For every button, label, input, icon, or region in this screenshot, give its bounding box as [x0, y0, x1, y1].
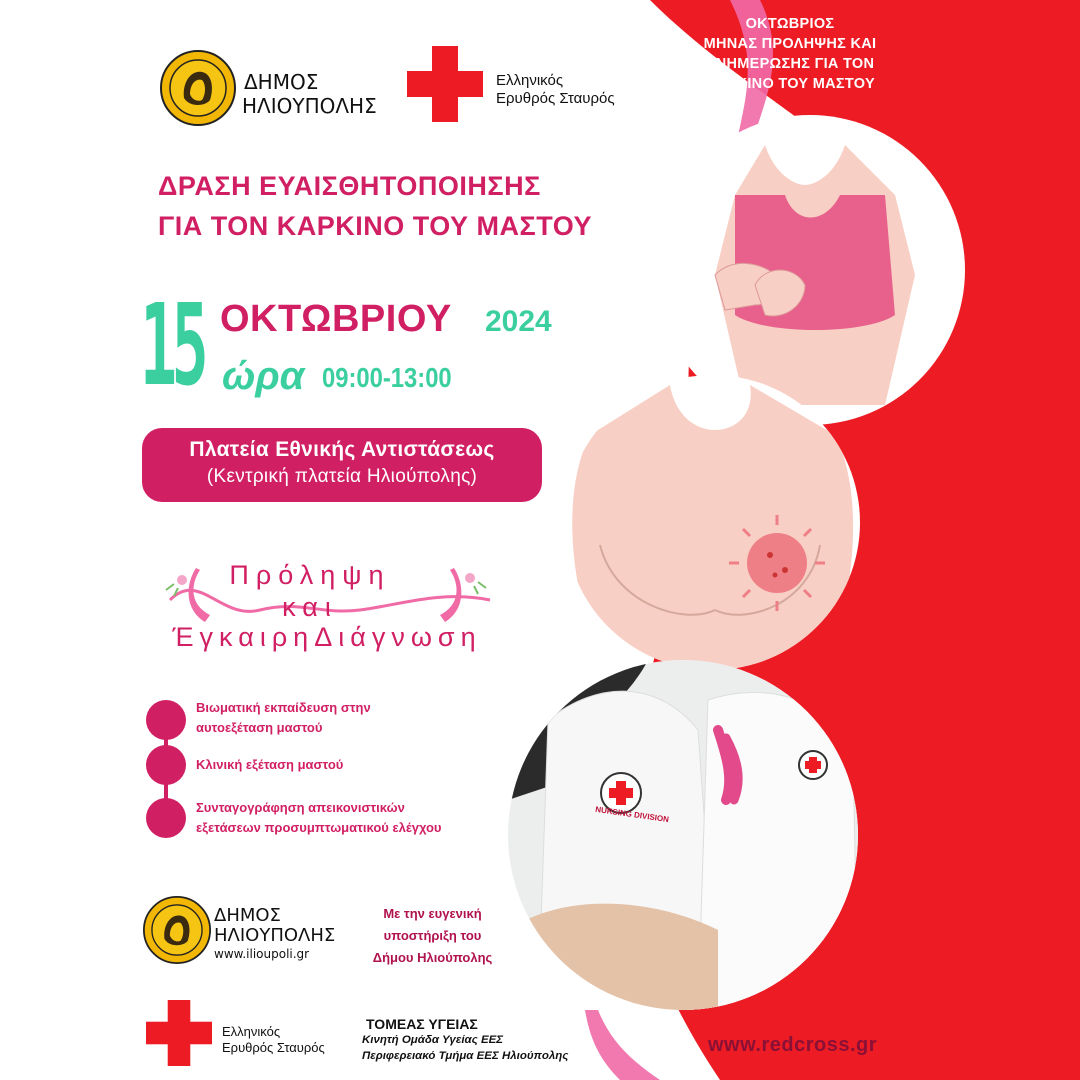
service-line: Κλινική εξέταση μαστού — [196, 757, 344, 772]
red-cross-name-bottom — [222, 1024, 325, 1056]
support-line2: υποστήριξη του — [383, 928, 482, 943]
step-dot — [146, 798, 186, 838]
municipality-seal-logo-bottom — [143, 896, 211, 964]
service-line: αυτοεξέταση μαστού — [196, 720, 323, 735]
slogan-line2: και — [282, 592, 338, 622]
support-line3: Δήμου Ηλιούπολης — [372, 950, 493, 965]
slogan-line3: ΈγκαιρηΔιάγνωση — [172, 622, 482, 652]
event-location — [142, 428, 542, 502]
slogan-line1: Πρόληψη — [229, 560, 391, 590]
banner-line: ΚΑΡΚΙΝΟ ΤΟΥ ΜΑΣΤΟΥ — [705, 76, 875, 92]
service-line: εξετάσεων προσυμπτωματικού ελέγχου — [196, 820, 442, 835]
event-day: 15 — [140, 281, 204, 411]
location-note: (Κεντρική πλατεία Ηλιούπολης) — [206, 466, 478, 487]
campaign-banner — [690, 14, 890, 94]
page-title — [158, 166, 592, 246]
service-item — [196, 698, 371, 738]
event-month: ΟΚΤΩΒΡΙΟΥ — [220, 298, 452, 340]
banner-line: ΜΗΝΑΣ ΠΡΟΛΗΨΗΣ ΚΑΙ — [703, 36, 877, 52]
support-note — [360, 903, 505, 969]
support-line1: Με την ευγενική — [383, 906, 482, 921]
municipality-line2: ΗΛΙΟΥΠΟΛΗΣ — [214, 925, 336, 946]
red-cross-line2: Ερυθρός Σταυρός — [222, 1040, 325, 1055]
service-item — [196, 798, 441, 838]
location-name: Πλατεία Εθνικής Αντιστάσεως — [189, 438, 495, 461]
red-cross-line1: Ελληνικός — [222, 1024, 281, 1039]
municipality-line1: ΔΗΜΟΣ — [214, 905, 281, 926]
red-cross-line2: Ερυθρός Σταυρός — [496, 90, 615, 107]
banner-line: ΟΚΤΩΒΡΙΟΣ — [745, 16, 835, 32]
municipality-line2: ΗΛΙΟΥΠΟΛΗΣ — [242, 94, 377, 118]
municipality-name — [242, 70, 377, 118]
title-line2: ΓΙΑ ΤΟΝ ΚΑΡΚΙΝΟ ΤΟΥ ΜΑΣΤΟΥ — [158, 211, 592, 241]
step-dot — [146, 700, 186, 740]
service-item — [196, 755, 343, 775]
nursing-badge-text: NURSING DIVISION — [594, 804, 670, 825]
step-dot — [146, 745, 186, 785]
website-link[interactable]: www.redcross.gr — [708, 1034, 878, 1056]
sector-line2: Περιφερειακό Τμήμα ΕΕΣ Ηλιούπολης — [362, 1050, 569, 1062]
tumor-illustration — [565, 375, 860, 670]
municipality-line1: ΔΗΜΟΣ — [244, 70, 319, 94]
sector-line1: Κινητή Ομάδα Υγείας ΕΕΣ — [362, 1034, 504, 1046]
pink-stripe-bottom — [585, 1010, 660, 1080]
service-line: Βιωματική εκπαίδευση στην — [196, 700, 371, 715]
municipality-seal-logo — [160, 50, 236, 126]
event-hour-label: ώρα — [222, 354, 305, 398]
banner-line: ΕΝΗΜΕΡΩΣΗΣ ΓΙΑ ΤΟΝ — [705, 56, 875, 72]
red-cross-line1: Ελληνικός — [496, 72, 564, 89]
nurses-photo — [508, 660, 858, 1010]
service-line: Συνταγογράφηση απεικονιστικών — [196, 800, 405, 815]
red-cross-logo-bottom — [146, 1000, 212, 1066]
red-cross-logo — [407, 46, 483, 122]
event-year: 2024 — [485, 305, 552, 338]
red-cross-name — [496, 72, 615, 108]
municipality-name-bottom — [214, 906, 335, 962]
title-line1: ΔΡΑΣΗ ΕΥΑΙΣΘΗΤΟΠΟΙΗΣΗΣ — [158, 171, 541, 201]
sector-title: ΤΟΜΕΑΣ ΥΓΕΙΑΣ — [366, 1016, 478, 1032]
municipality-url: www.ilioupoli.gr — [214, 947, 310, 961]
event-hour-time: 09:00-13:00 — [322, 362, 452, 393]
